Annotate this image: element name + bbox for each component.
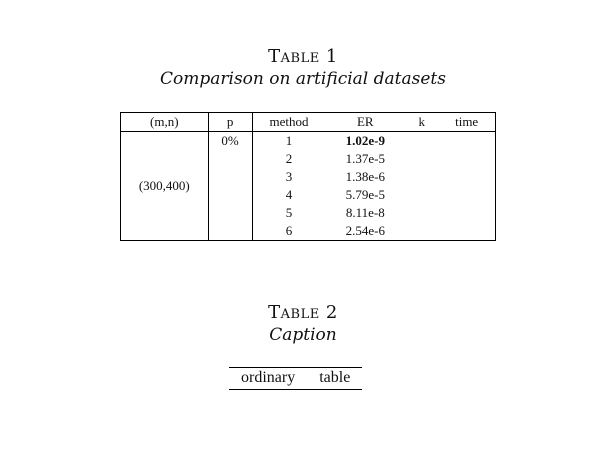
time-cell — [438, 222, 495, 241]
table1-label: Table 1 — [268, 46, 338, 67]
table2-caption-block — [0, 302, 606, 345]
table2-cell-ordinary: ordinary — [229, 368, 307, 390]
table1-header-row — [121, 113, 496, 132]
er-cell: 8.11e-8 — [345, 205, 385, 220]
header-k: k — [405, 113, 438, 132]
header-method: method — [252, 113, 325, 132]
method-cell: 1 — [285, 133, 293, 148]
er-cell: 1.37e-5 — [345, 151, 385, 166]
table2-cell-table: table — [307, 368, 362, 390]
method-cell: 2 — [285, 151, 293, 166]
group-cell: (300,400) — [121, 132, 209, 241]
er-cell: 1.02e-9 — [345, 133, 385, 148]
header-er: ER — [325, 113, 405, 132]
header-time: time — [438, 113, 495, 132]
time-cell — [438, 204, 495, 222]
k-cell — [405, 222, 438, 241]
comparison-table — [120, 112, 496, 241]
method-cell: 4 — [285, 187, 293, 202]
k-cell — [405, 204, 438, 222]
k-cell — [405, 168, 438, 186]
table2-caption: Caption — [269, 325, 337, 345]
header-p: p — [208, 113, 252, 132]
table-row — [121, 132, 496, 151]
er-cell: 1.38e-6 — [345, 169, 385, 184]
method-cell: 6 — [252, 222, 325, 241]
p-cell: 0% — [208, 132, 252, 241]
table1-caption: Comparison on artificial datasets — [160, 69, 446, 89]
time-cell — [438, 132, 495, 151]
header-mn: (m,n) — [121, 113, 209, 132]
method-cell: 5 — [285, 205, 293, 220]
table1-caption-block — [0, 46, 606, 89]
time-cell — [438, 150, 495, 168]
k-cell — [405, 186, 438, 204]
er-cell: 2.54e-6 — [325, 222, 405, 241]
time-cell — [438, 186, 495, 204]
k-cell — [405, 132, 438, 151]
method-cell: 3 — [285, 169, 293, 184]
er-cell: 5.79e-5 — [345, 187, 385, 202]
table-row — [229, 368, 362, 390]
table2-label: Table 2 — [268, 302, 338, 323]
ordinary-table — [229, 367, 362, 390]
time-cell — [438, 168, 495, 186]
k-cell — [405, 150, 438, 168]
